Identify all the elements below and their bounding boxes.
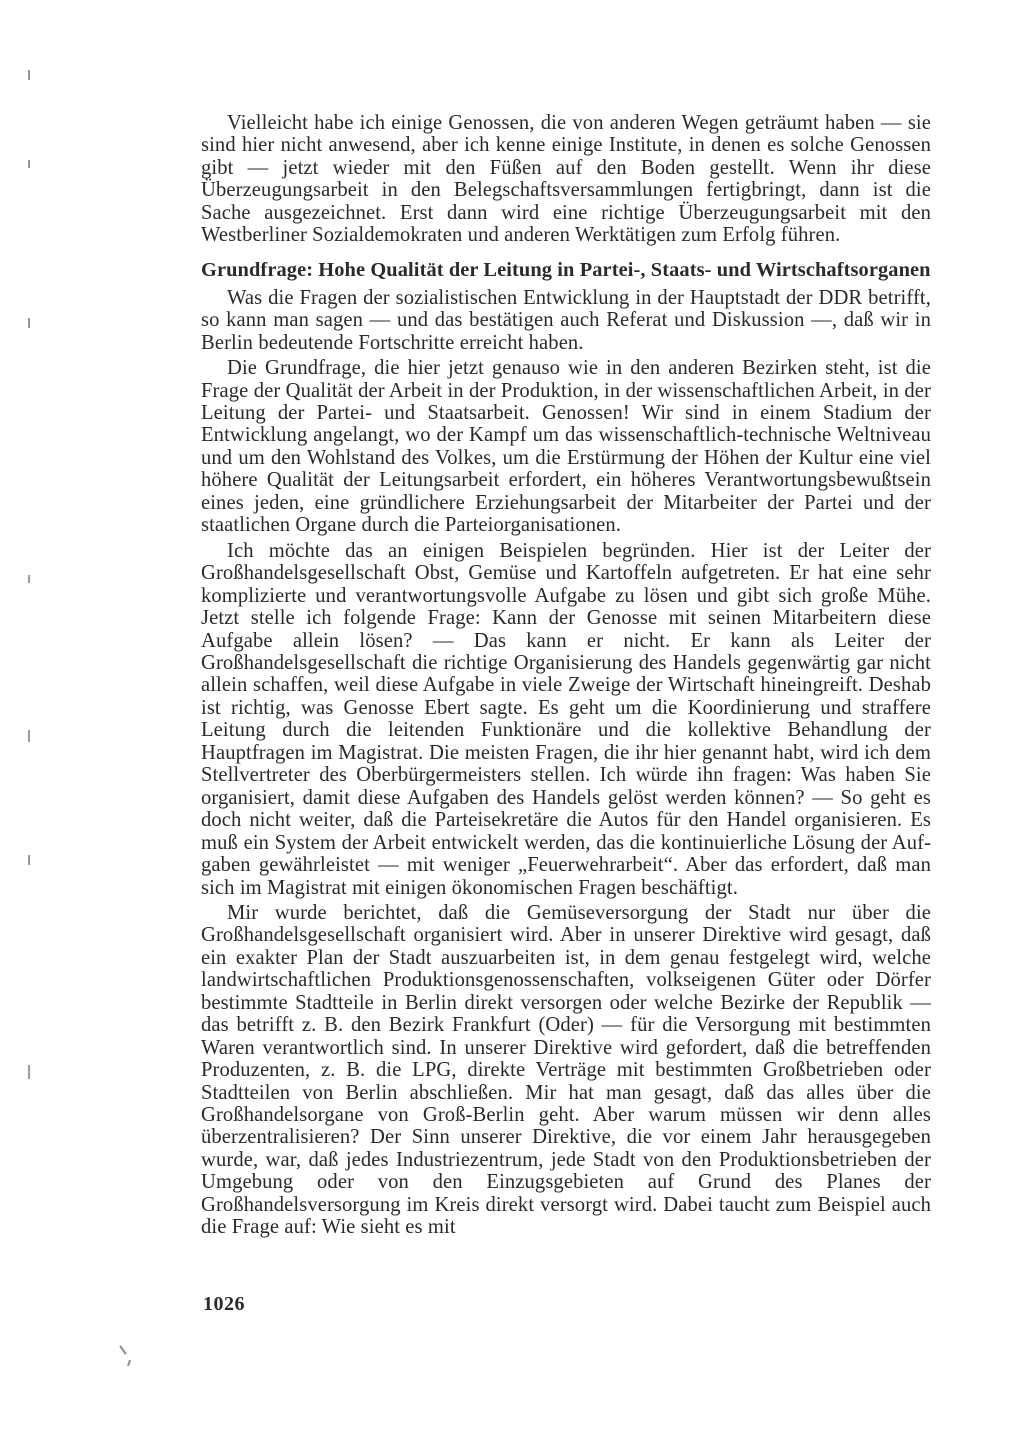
scan-margin-mark [28,855,30,865]
scan-margin-mark [28,730,30,742]
paragraph-intro: Vielleicht habe ich einige Genossen, die von anderen Wegen geträumt haben — sie sind hier nicht anwesend, aber ich kenne einige Institute, in denen es solche Genossen gibt — jetzt wieder mit den Füßen auf den Boden gestellt. Wenn ihr diese Überzeugungsarbeit in den Belegschaftsversammlungen fertigbringt, dann ist die Sache ausgezeichnet. Erst dann wird eine richtige Überzeugungsarbeit mit den Westberliner Sozialdemokraten und anderen Werktätigen zum Erfolg führen. [201,112,931,247]
scan-margin-mark [28,160,30,168]
scan-corner-mark [119,1345,126,1354]
document-page [201,112,931,1239]
section-heading: Grundfrage: Hohe Qualität der Leitung in Partei-, Staats- und Wirtschaftsorganen [201,258,931,281]
page-number: 1026 [203,1293,245,1315]
paragraph-4: Mir wurde berichtet, daß die Gemüseversorgung der Stadt nur über die Großhandelsgesellschaft organisiert wird. Aber in unserer Direktive wird gesagt, daß ein exakter Plan der Stadt auszuarbeiten ist, in dem genau festgelegt wird, welche landwirtschaftlichen Produktionsgenossenschaften, volkseigenen Güter oder Dörfer bestimmte Stadtteile in Berlin direkt versorgen oder welche Bezirke der Republik — das betrifft z. B. den Bezirk Frankfurt (Oder) — für die Versorgung mit bestimmten Waren verantwortlich sind. In unserer Direktive wird gefordert, daß die betreffenden Produzenten, z. B. die LPG, direkte Verträge mit bestimmten Großbetrieben oder Stadtteilen von Berlin abschließen. Mir hat man gesagt, daß das alles über die Großhandelsorgane von Groß-Berlin geht. Aber warum müssen wir denn alles überzentralisieren? Der Sinn unserer Direktive, die vor einem Jahr herausgegeben wurde, war, daß jedes Industriezentrum, jede Stadt von den Produktionsbetrieben der Umgebung oder von den Einzugsgebieten auf Grund des Planes der Großhandelsversorgung im Kreis direkt versorgt wird. Dabei taucht zum Beispiel auch die Frage auf: Wie sieht es mit [201,901,931,1239]
scan-corner-mark [127,1360,131,1366]
scan-margin-mark [28,1065,30,1079]
scan-margin-mark [28,70,30,80]
paragraph-1: Was die Fragen der sozialistischen Entwicklung in der Hauptstadt der DDR betrifft, so kann man sagen — und das bestätigen auch Referat und Diskussion —, daß wir in Berlin bedeutende Fortschritte erreicht haben. [201,286,931,354]
scan-margin-mark [28,575,30,583]
paragraph-2: Die Grundfrage, die hier jetzt genauso wie in den anderen Bezirken steht, ist die Frage der Qualität der Arbeit in der Produktion, in der wissenschaftlichen Arbeit, in der Leitung der Partei- und Staatsarbeit. Genossen! Wir sind in einem Stadium der Entwicklung angelangt, wo der Kampf um das wissenschaftlich-technische Weltniveau und um den Wohlstand des Volkes, um die Erstürmung der Höhen der Kultur eine viel höhere Qualität der Leitungsarbeit erfordert, ein höheres Verantwortungsbewußtsein eines jeden, eine gründlichere Erziehungsarbeit der Mitarbeiter der Partei und der staatlichen Organe durch die Parteiorganisationen. [201,357,931,537]
scan-margin-mark [28,318,30,328]
paragraph-3: Ich möchte das an einigen Beispielen begründen. Hier ist der Leiter der Großhandelsgesellschaft Obst, Gemüse und Kartoffeln aufgetreten. Er hat eine sehr komplizierte und verantwortungsvolle Aufgabe zu lösen und gibt sich große Mühe. Jetzt stelle ich folgende Frage: Kann der Genosse mit seinen Mitarbeitern diese Aufgabe allein lösen? — Das kann er nicht. Er kann als Leiter der Großhandelsgesellschaft die richtige Organisierung des Handels gegenwärtig gar nicht allein schaffen, weil diese Aufgabe in viele Zweige der Wirtschaft hineingreift. Deshab ist richtig, was Genosse Ebert sagte. Es geht um die Koordinierung und straffere Leitung durch die leitenden Funktionäre und die kollektive Behandlung der Hauptfragen im Magistrat. Die meisten Fragen, die ihr hier genannt habt, wird ich dem Stellvertreter des Oberbürgermeisters stellen. Ich würde ihn fragen: Was haben Sie organisiert, damit diese Aufgaben des Handels gelöst werden können? — So geht es doch nicht weiter, daß die Parteisekretäre die Autos für den Handel organisieren. Es muß ein System der Arbeit entwickelt werden, das die kontinuierliche Lösung der Aufgaben gewährleistet — mit weniger „Feuerwehrarbeit“. Aber das erfordert, daß man sich im Magistrat mit einigen ökonomischen Fragen beschäftigt. [201,539,931,899]
